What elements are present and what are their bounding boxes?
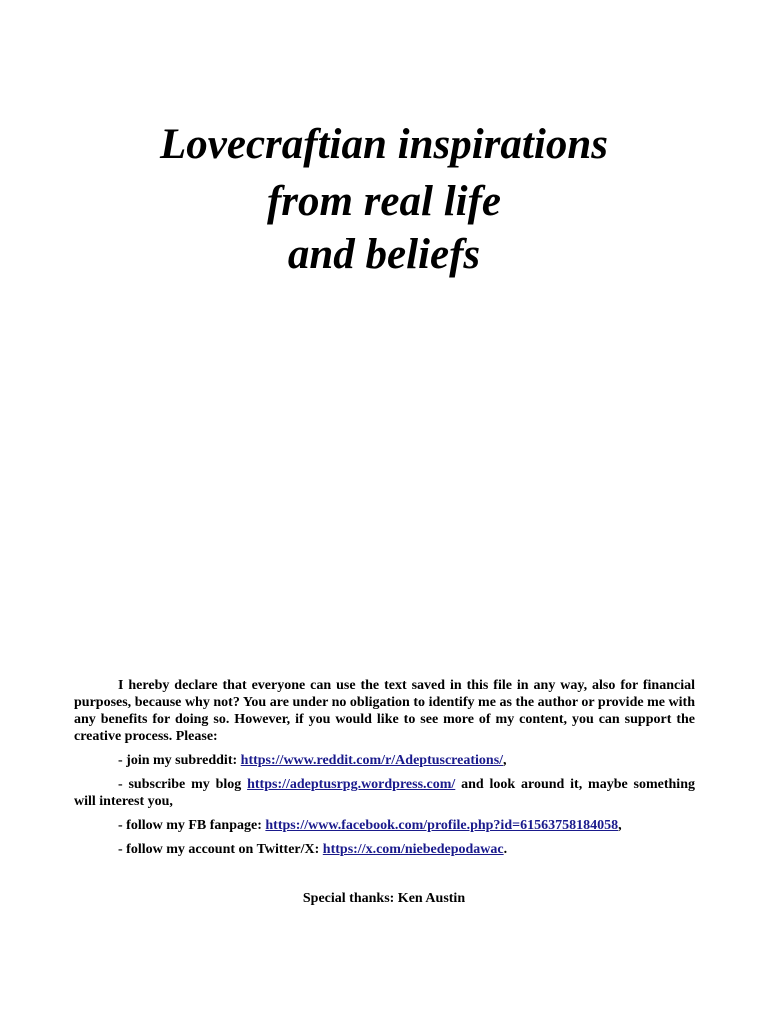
title-line-1: Lovecraftian inspirations [160,121,608,168]
twitter-suffix: . [503,842,508,857]
fb-link[interactable]: https://www.facebook.com/profile.php?id=61563758184058 [265,818,619,833]
subreddit-suffix: , [503,753,507,768]
license-declaration [74,677,695,858]
fb-label: - follow my FB fanpage: [118,818,266,833]
title-line-2: from real life [266,178,502,225]
twitter-label: - follow my account on Twitter/X: [118,842,323,857]
subreddit-label: - join my subreddit: [118,753,241,768]
twitter-link[interactable]: https://x.com/niebedepodawac [322,842,504,857]
fb-suffix: , [618,818,622,833]
twitter-item [74,841,695,858]
blog-link[interactable]: https://adeptusrpg.wordpress.com/ [247,777,456,792]
blog-suffix: and look around it, maybe something will interest you, [74,777,695,809]
blog-label: - subscribe my blog [118,777,248,792]
fb-item [74,817,695,834]
title-line-3: and beliefs [287,231,481,278]
blog-item [74,776,695,810]
special-thanks: Special thanks: Ken Austin [302,891,466,906]
subreddit-link[interactable]: https://www.reddit.com/r/Adeptuscreations/ [240,753,504,768]
document-title [0,118,768,280]
declaration-intro: I hereby declare that everyone can use the text saved in this file in any way, also for financial purposes, because why not? You are under no obligation to identify me as the author or provide me with any benefits for doing so. However, if you would like to see more of my content, you can support the creative process. Please: [74,678,695,744]
subreddit-item [74,752,695,769]
